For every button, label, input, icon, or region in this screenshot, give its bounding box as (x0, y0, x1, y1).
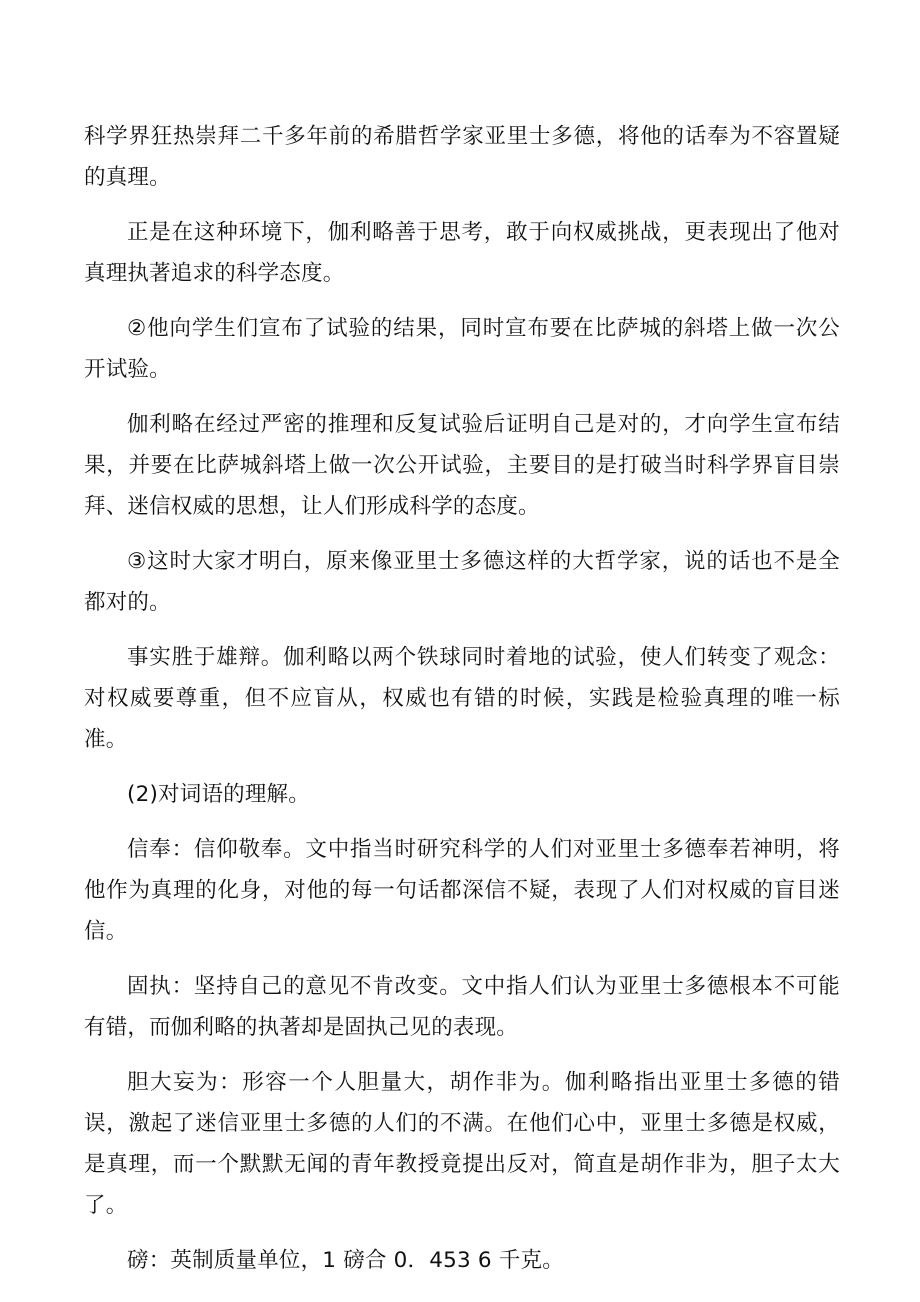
paragraph: 正是在这种环境下，伽利略善于思考，敢于向权威挑战，更表现出了他对真理执著追求的科学态度。 (84, 220, 840, 286)
definition-paragraph: 胆大妄为：形容一个人胆量大，胡作非为。伽利略指出亚里士多德的错误，激起了迷信亚里士多德的人们的不满。在他们心中，亚里士多德是权威，是真理，而一个默默无闻的青年教授竟提出反对，简直是胡作非为，胆子太大了。 (84, 1070, 840, 1218)
paragraph: ③这时大家才明白，原来像亚里士多德这样的大哲学家，说的话也不是全都对的。 (84, 549, 840, 615)
paragraph: ②他向学生们宣布了试验的结果，同时宣布要在比萨城的斜塔上做一次公开试验。 (84, 316, 840, 382)
definition-paragraph: 固执：坚持自己的意见不肯改变。文中指人们认为亚里士多德根本不可能有错，而伽利略的执著却是固执己见的表现。 (84, 974, 840, 1040)
section-heading: (2)对词语的理解。 (127, 782, 310, 807)
document-body (84, 116, 840, 1295)
paragraph: 事实胜于雄辩。伽利略以两个铁球同时着地的试验，使人们转变了观念：对权威要尊重，但不应盲从，权威也有错的时候，实践是检验真理的唯一标准。 (84, 645, 840, 752)
paragraph-continuation: 科学界狂热崇拜二千多年前的希腊哲学家亚里士多德，将他的话奉为不容置疑的真理。 (84, 124, 840, 190)
definition-paragraph: 磅：英制质量单位，1 磅合 0．453 6 千克。 (127, 1248, 564, 1273)
definition-paragraph: 信奉：信仰敬奉。文中指当时研究科学的人们对亚里士多德奉若神明，将他作为真理的化身，对他的每一句话都深信不疑，表现了人们对权威的盲目迷信。 (84, 837, 840, 944)
paragraph: 伽利略在经过严密的推理和反复试验后证明自己是对的，才向学生宣布结果，并要在比萨城斜塔上做一次公开试验，主要目的是打破当时科学界盲目崇拜、迷信权威的思想，让人们形成科学的态度。 (84, 412, 840, 519)
